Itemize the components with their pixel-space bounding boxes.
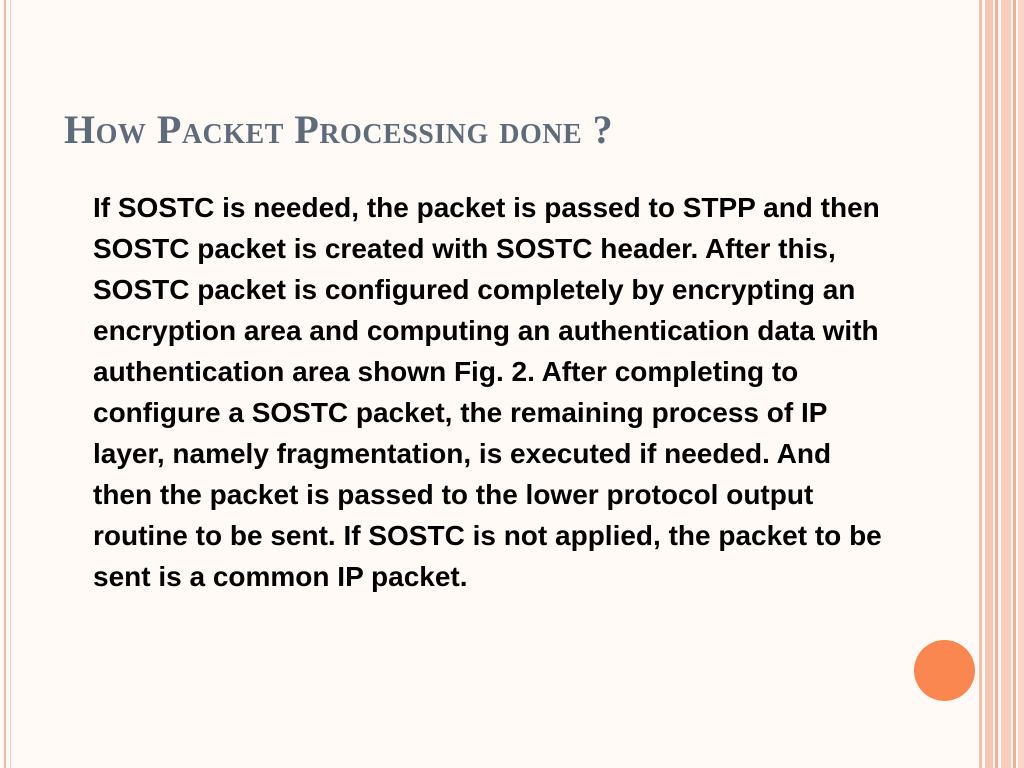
right-border-stripe	[985, 0, 993, 768]
right-border-stripe	[1013, 0, 1016, 768]
slide-title: How Packet Processing done ?	[64, 107, 614, 152]
decorative-dot	[914, 640, 975, 701]
right-border-stripe	[995, 0, 998, 768]
right-border-stripe	[1001, 0, 1011, 768]
slide-body-text: If SOSTC is needed, the packet is passed to STPP and then SOSTC packet is created with SOSTC header. After this, SOSTC packet is configured completely by encrypting an encryption area and computing an authentication data with authentication area shown Fig. 2. After completing to configure a SOSTC packet, the remaining process of IP layer, namely fragmentation, is executed if needed. And then the packet is passed to the lower protocol output routine to be sent. If SOSTC is not applied, the packet to be sent is a common IP packet.	[93, 192, 882, 592]
left-border-line	[4, 0, 6, 768]
left-border-line-inner	[10, 0, 11, 768]
right-border-stripe	[1018, 0, 1024, 768]
right-border-stripe	[979, 0, 982, 768]
